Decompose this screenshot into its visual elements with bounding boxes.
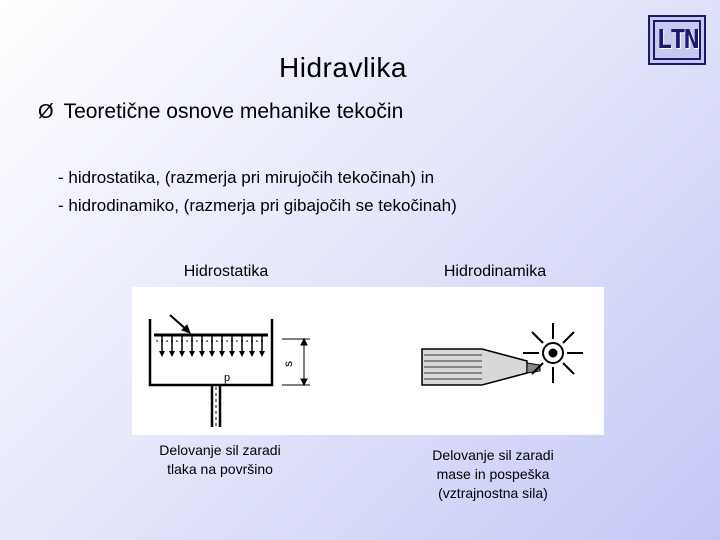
caption-line: Delovanje sil zaradi [159, 442, 281, 458]
hydrodynamics-diagram [422, 323, 583, 385]
sub-prefix: - [58, 168, 69, 187]
arrow-bullet-icon: Ø [38, 100, 54, 123]
sub-line-hydrostatics [58, 168, 434, 188]
slide-title: Hidravlika [279, 52, 407, 83]
logo-text: LTN [653, 20, 701, 60]
pressure-arrows [162, 335, 262, 353]
figure-panel [132, 287, 604, 435]
bullet-text: Teoretične osnove mehanike tekočin [63, 100, 404, 123]
caption-line: Delovanje sil zaradi [432, 447, 554, 463]
heading-hydrostatics: Hidrostatika [183, 263, 269, 280]
caption-hydrodynamics [410, 446, 576, 503]
caption-line: tlaka na površino [167, 461, 273, 477]
bullet-line [38, 100, 403, 124]
heading-hydrodynamics: Hidrodinamika [443, 263, 547, 280]
label-s: s [281, 361, 295, 367]
caption-hydrostatics [140, 441, 300, 479]
sub-prefix: - [58, 196, 69, 215]
sub-rest: , (razmerja pri mirujočih tekočinah) in [155, 168, 435, 187]
caption-line: mase in pospeška [436, 466, 550, 482]
sub-term: hidrostatika [68, 168, 156, 187]
sub-rest: , (razmerja pri gibajočih se tekočinah) [174, 196, 457, 215]
caption-line: (vztrajnostna sila) [438, 485, 548, 501]
hydrostatics-diagram [150, 315, 310, 427]
label-p: p [224, 372, 231, 384]
sub-line-hydrodynamics [58, 196, 457, 216]
figure-svg [132, 287, 604, 435]
sub-term: hidrodinamiko [68, 196, 175, 215]
